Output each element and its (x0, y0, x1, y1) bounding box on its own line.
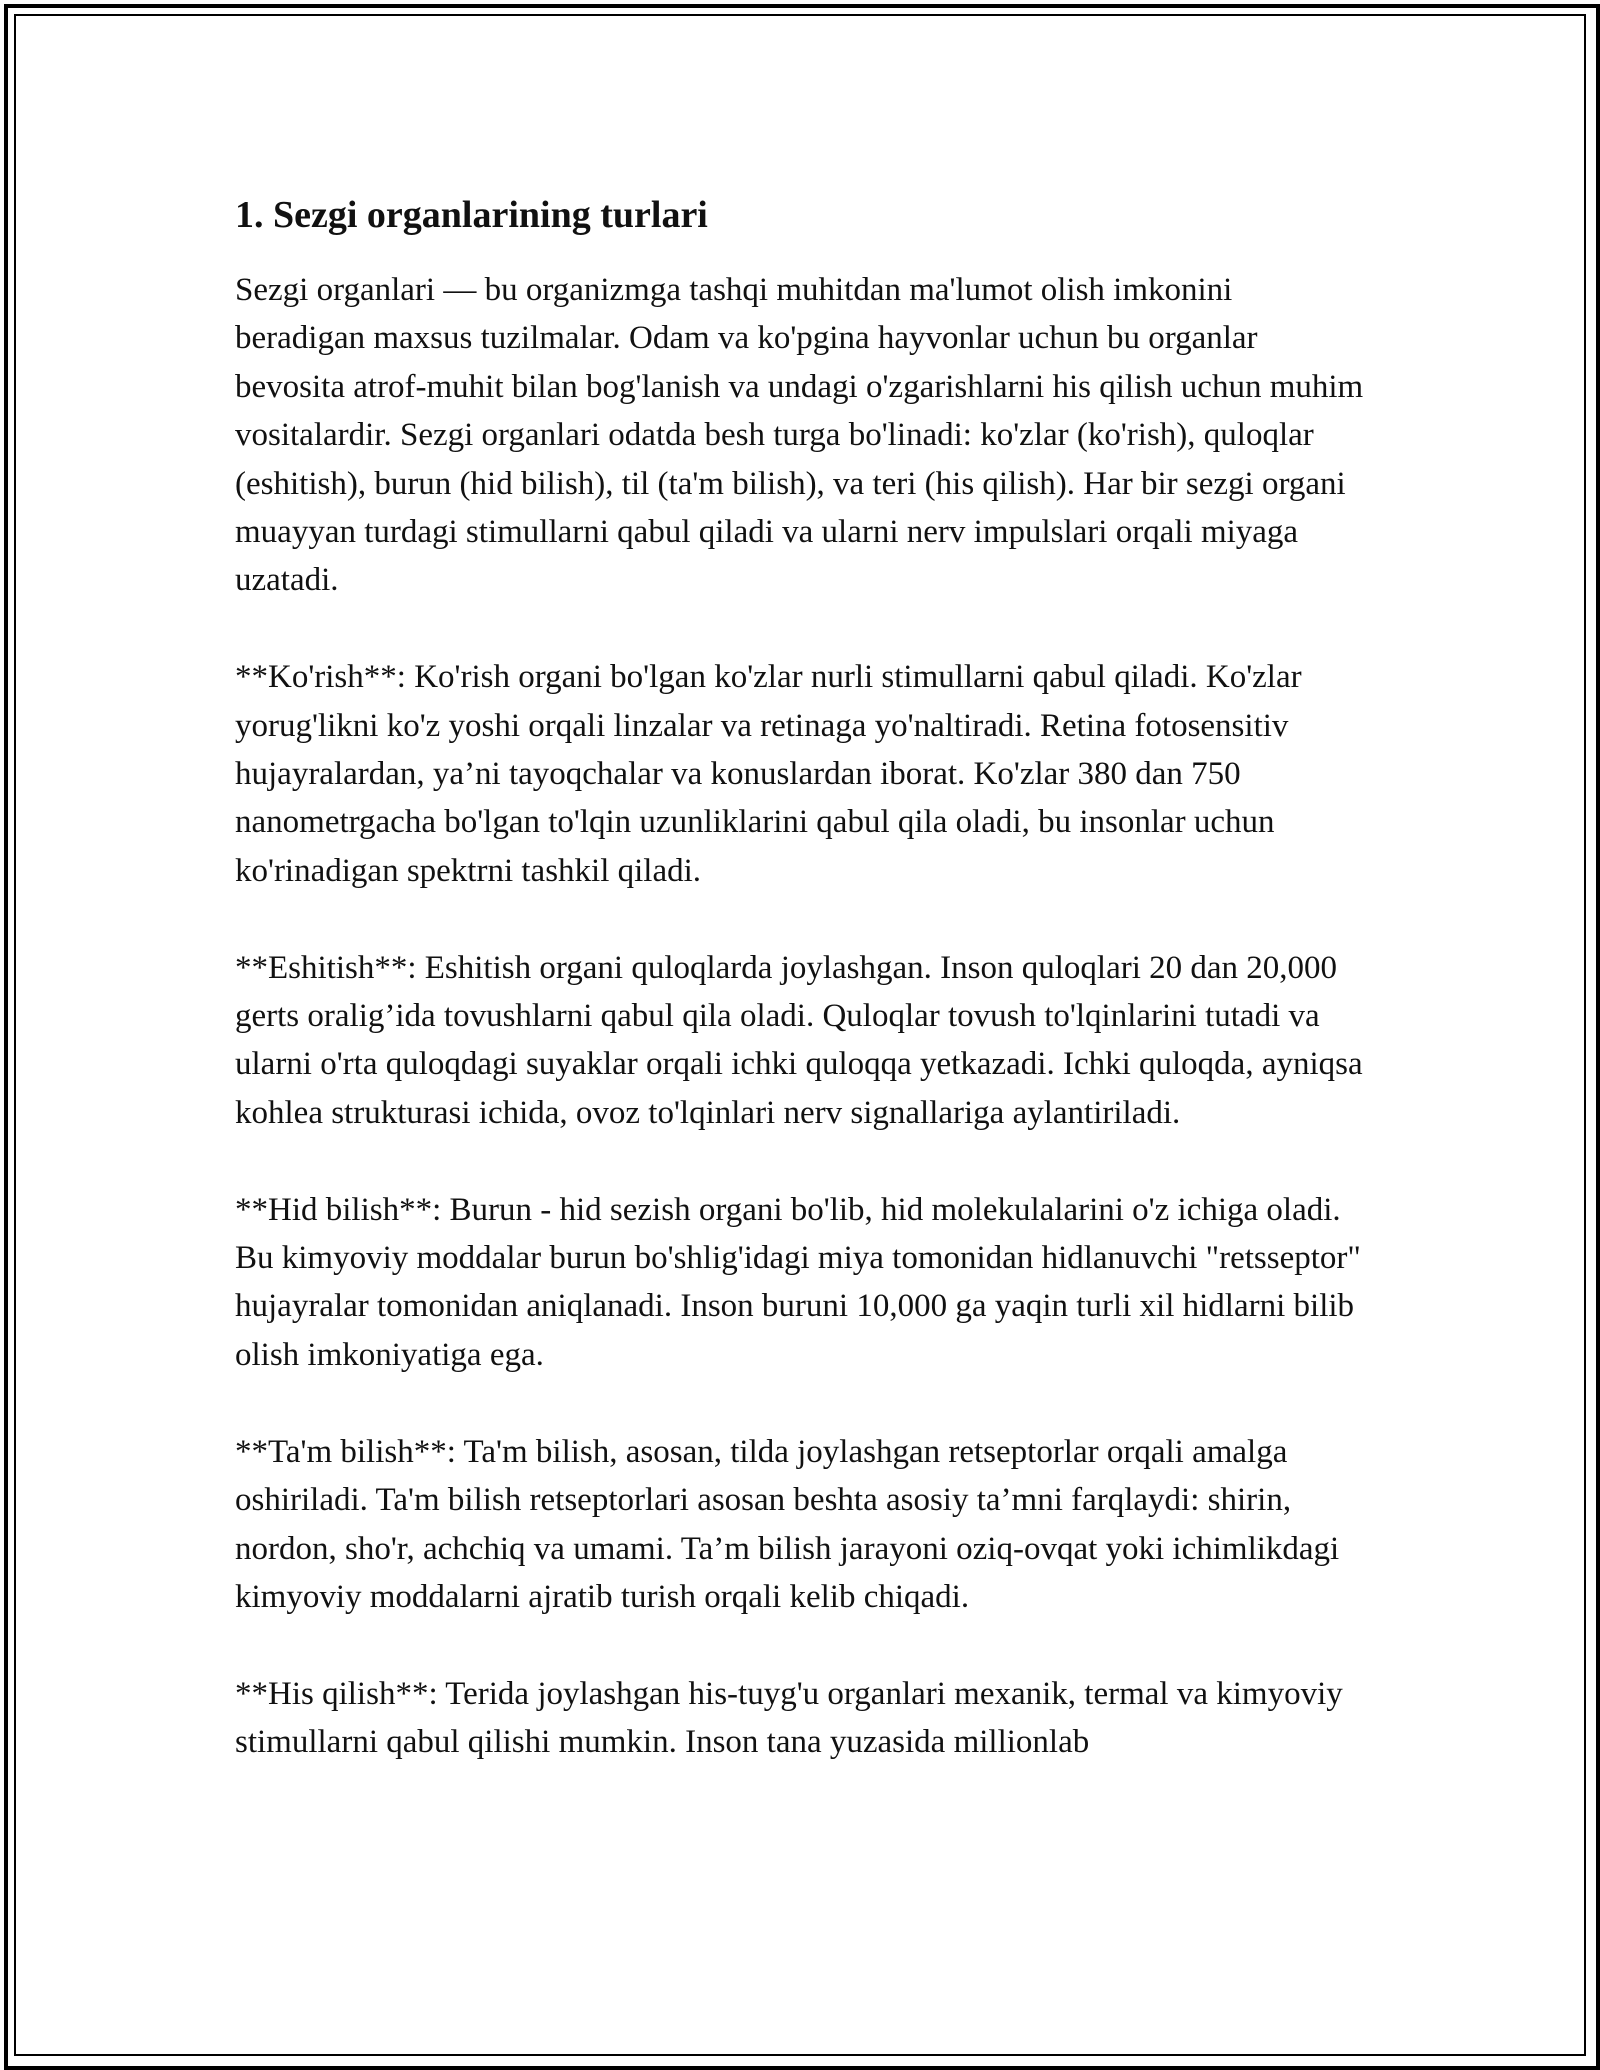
vision-paragraph: **Ko'rish**: Ko'rish organi bo'lgan ko'zlar nurli stimullarni qabul qiladi. Ko'zlar yorug'likni ko'z yoshi orqali linzalar va retinaga yo'naltiradi. Retina fotosensitiv hujayralardan, ya’ni tayoqchalar va konuslardan iborat. Ko'zlar 380 dan 750 nanometrgacha bo'lgan to'lqin uzunliklarini qabul qila oladi, bu insonlar uchun ko'rinadigan spektrni tashkil qiladi. (235, 659, 1302, 889)
touch-paragraph: **His qilish**: Terida joylashgan his-tuyg'u organlari mexanik, termal va kimyoviy stimullarni qabul qilishi mumkin. Inson tana yuzasida millionlab (235, 1675, 1343, 1761)
smell-paragraph: **Hid bilish**: Burun - hid sezish organi bo'lib, hid molekulalarini o'z ichiga oladi. Bu kimyoviy moddalar burun bo'shlig'idagi miya tomonidan hidlanuvchi "retsseptor" hujayralar tomonidan aniqlanadi. Inson buruni 10,000 ga yaqin turli xil hidlarni bilib olish imkoniyatiga ega. (235, 1191, 1361, 1373)
taste-paragraph: **Ta'm bilish**: Ta'm bilish, asosan, tilda joylashgan retseptorlar orqali amalga oshiriladi. Ta'm bilish retseptorlari asosan beshta asosiy ta’mni farqlaydi: shirin, nordon, sho'r, achchiq va umami. Ta’m bilish jarayoni oziq-ovqat yoki ichimlikdagi kimyoviy moddalarni ajratib turish orqali kelib chiqadi. (235, 1433, 1340, 1615)
document-title: 1. Sezgi organlarining turlari (235, 194, 708, 236)
intro-paragraph: Sezgi organlari — bu organizmga tashqi muhitdan ma'lumot olish imkonini beradigan maxsus tuzilmalar. Odam va ko'pgina hayvonlar uchun bu organlar bevosita atrof-muhit bilan bog'lanish va undagi o'zgarishlarni his qilish uchun muhim vositalardir. Sezgi organlari odatda besh turga bo'linadi: ko'zlar (ko'rish), quloqlar (eshitish), burun (hid bilish), til (ta'm bilish), va teri (his qilish). Har bir sezgi organi muayyan turdagi stimullarni qabul qiladi va ularni nerv impulslari orqali miyaga uzatadi. (235, 272, 1364, 599)
hearing-paragraph: **Eshitish**: Eshitish organi quloqlarda joylashgan. Inson quloqlari 20 dan 20,000 gerts oralig’ida tovushlarni qabul qila oladi. Quloqlar tovush to'lqinlarini tutadi va ularni o'rta quloqdagi suyaklar orqali ichki quloqqa yetkazadi. Ichki quloqda, ayniqsa kohlea strukturasi ichida, ovoz to'lqinlari nerv signallariga aylantiriladi. (235, 949, 1363, 1131)
document-body (235, 186, 1370, 1815)
